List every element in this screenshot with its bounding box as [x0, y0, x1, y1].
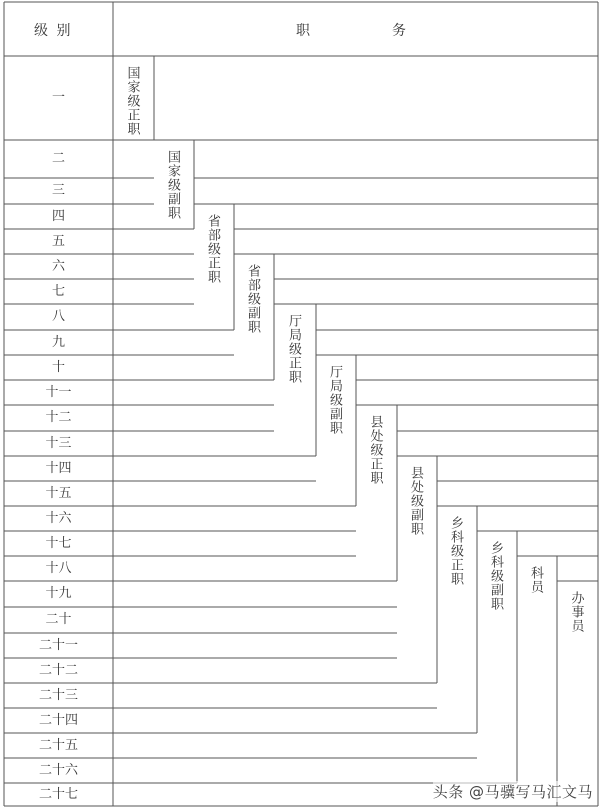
position-label: 国家级副职 [165, 150, 180, 220]
level-label: 二十六 [38, 762, 78, 778]
level-label: 十 [51, 359, 65, 375]
level-label: 二十二 [38, 662, 78, 678]
level-label: 五 [51, 233, 65, 249]
header-level-label: 级 别 [34, 23, 73, 39]
watermark-text: 头条 @马骥写马汇文马 [432, 783, 593, 801]
level-label: 二 [51, 151, 65, 166]
position-label: 办事员 [568, 591, 584, 633]
position-label: 县处级副职 [408, 466, 423, 536]
level-label: 二十七 [38, 786, 78, 802]
level-label: 二十一 [38, 637, 78, 653]
level-label: 十六 [45, 510, 72, 526]
level-label: 二十五 [38, 737, 78, 753]
level-label: 十九 [45, 586, 72, 601]
position-label: 省部级正职 [205, 214, 220, 284]
level-label: 十七 [45, 535, 72, 551]
level-label: 九 [51, 334, 65, 350]
level-label: 八 [51, 309, 65, 324]
position-label: 厅局级副职 [327, 365, 342, 435]
level-label: 六 [51, 258, 65, 274]
header-duty-label-2: 务 [392, 23, 408, 39]
position-label: 国家级正职 [124, 66, 140, 136]
position-label: 省部级副职 [245, 264, 260, 334]
level-label: 七 [51, 283, 65, 299]
level-label: 二十四 [38, 712, 78, 728]
position-label: 乡科级正职 [448, 516, 463, 586]
level-label: 十八 [45, 560, 72, 576]
position-label: 县处级正职 [367, 415, 383, 485]
level-label: 二十 [45, 612, 72, 627]
level-label: 十二 [45, 410, 72, 425]
level-label: 十四 [45, 460, 72, 476]
level-label: 三 [51, 183, 65, 198]
header-duty-label-1: 职 [296, 23, 312, 39]
position-label: 乡科级副职 [488, 541, 503, 611]
position-label: 厅局级正职 [286, 314, 301, 384]
level-label: 十五 [45, 485, 72, 501]
level-label: 二十三 [38, 687, 78, 703]
position-label: 科员 [528, 566, 543, 594]
level-label: 四 [51, 208, 65, 224]
level-label: 十一 [45, 384, 72, 400]
level-label: 一 [51, 90, 65, 105]
level-label: 十三 [45, 435, 72, 451]
